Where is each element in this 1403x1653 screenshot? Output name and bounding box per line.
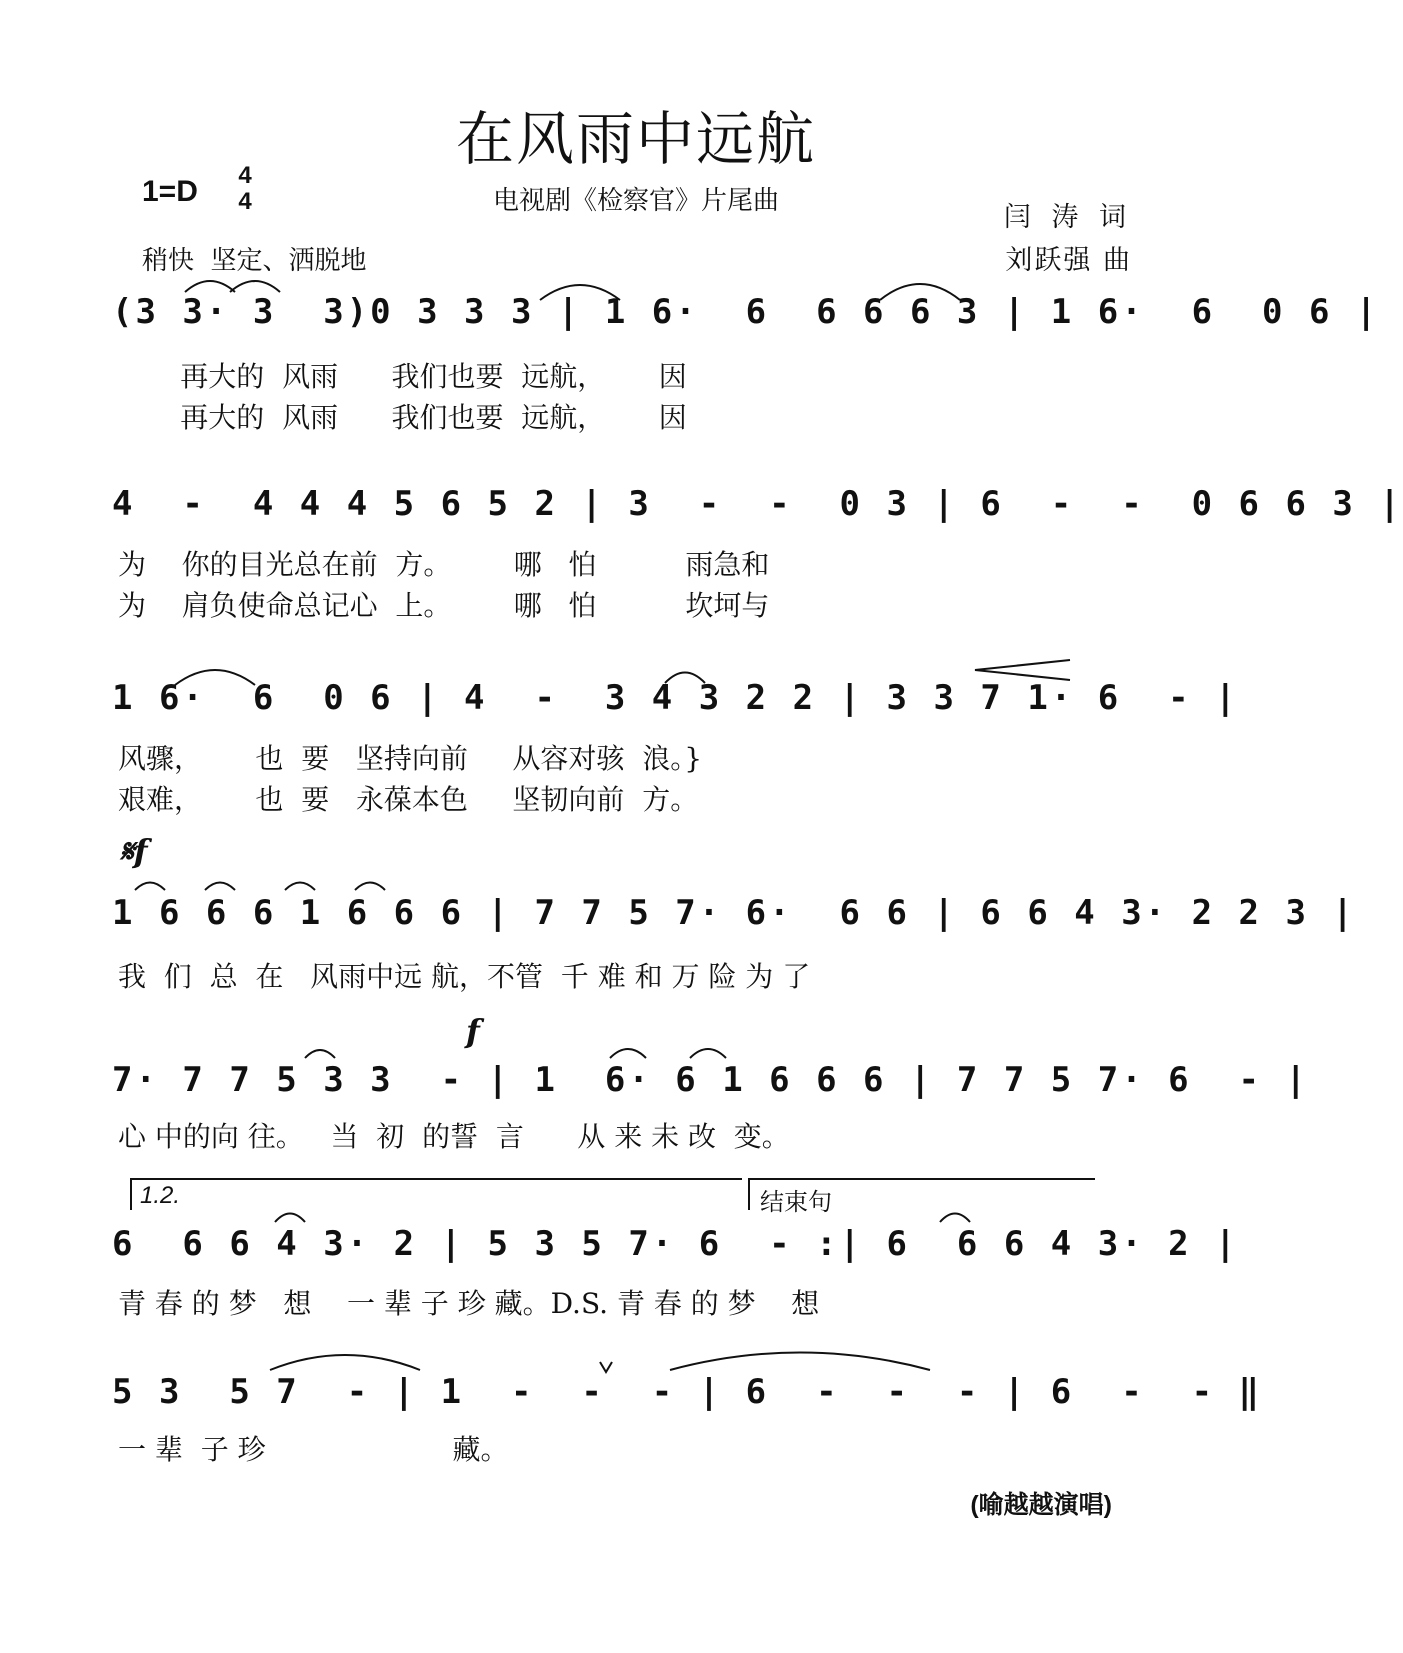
slur	[175, 670, 255, 685]
lyric-line-1-verse-2: 再大的 风雨 我们也要 远航， 因	[118, 401, 687, 434]
notation-line-4: 1 6 6 6 1 6 6 6 | 7 7 5 7· 6· 6 6 | 6 6 4 3· 2 2 3 |	[112, 893, 1356, 933]
lyric-line-6: 青 春 的 梦 想 一 辈 子 珍 藏。D.S. 青 春 的 梦 想	[118, 1287, 820, 1320]
slur	[185, 281, 235, 292]
lyric-line-1-verse-1: 再大的 风雨 我们也要 远航， 因	[118, 360, 687, 393]
notation-line-2: 4 - 4 4 4 5 6 5 2 | 3 - - 0 3 | 6 - - 0 6 6 3 |	[112, 484, 1403, 524]
slur	[270, 1355, 420, 1370]
slur	[670, 1353, 930, 1371]
slur	[285, 883, 315, 891]
notation-line-3: 1 6· 6 0 6 | 4 - 3 4 3 2 2 | 3 3 7 1· 6 - |	[112, 678, 1239, 718]
segno-forte-marking: 𝄋f	[120, 832, 148, 870]
key-signature: 1=D	[142, 175, 198, 208]
slur	[880, 284, 960, 300]
slur	[230, 281, 280, 292]
lyric-line-2-verse-1: 为 你的目光总在前 方。 哪 怕 雨急和	[118, 548, 770, 581]
slur	[940, 1214, 970, 1223]
slur	[610, 1049, 646, 1058]
lyric-line-3-verse-2: 艰难， 也 要 永葆本色 坚韧向前 方。	[118, 783, 699, 816]
notation-line-7: 5 3 5 7 - | 1 - - - | 6 - - - | 6 - - ‖	[112, 1372, 1263, 1412]
performer-credit: (喻越越演唱)	[970, 1491, 1112, 1519]
tempo-marking: 稍快 坚定、洒脱地	[142, 246, 367, 276]
slur	[305, 1050, 335, 1058]
lyric-line-4: 我 们 总 在 风雨中远 航，不管 千 难 和 万 险 为 了	[118, 960, 811, 993]
notation-line-6: 6 6 6 4 3· 2 | 5 3 5 7· 6 - :| 6 6 6 4 3· 2 |	[112, 1224, 1239, 1264]
song-subtitle: 电视剧《检察官》片尾曲	[492, 186, 779, 216]
lyricist-credit: 闫 涛 词	[1003, 202, 1132, 233]
slur	[540, 285, 620, 300]
song-title: 在风雨中远航	[455, 105, 816, 173]
notation-line-1: (3 3· 3 3)0 3 3 3 | 1 6· 6 6 6 6 3 | 1 6· 6 0 6 |	[112, 292, 1380, 332]
slur	[205, 883, 235, 891]
slur	[275, 1214, 305, 1223]
slur	[355, 883, 385, 891]
lyric-line-5: 心 中的向 往。 当 初 的誓 言 从 来 未 改 变。	[118, 1120, 790, 1153]
slur	[690, 1049, 726, 1058]
notation-line-5: 7· 7 7 5 3 3 - | 1 6· 6 1 6 6 6 | 7 7 5 7· 6 - |	[112, 1060, 1309, 1100]
lyric-line-7: 一 辈 子 珍 藏。	[118, 1433, 509, 1466]
volta-first-second-label: 1.2.	[140, 1182, 181, 1209]
crescendo-hairpin	[975, 660, 1070, 680]
composer-credit: 刘跃强 曲	[1005, 245, 1132, 276]
lyric-line-3-verse-1: 风骤， 也 要 坚持向前 从容对骇 浪。}	[118, 742, 703, 775]
slur	[135, 883, 165, 891]
time-signature-bottom: 4	[238, 188, 252, 215]
slur	[665, 673, 705, 684]
time-signature-top: 4	[238, 162, 252, 189]
breath-mark	[600, 1362, 612, 1372]
lyric-line-2-verse-2: 为 肩负使命总记心 上。 哪 怕 坎坷与	[118, 589, 770, 622]
forte-marking: f	[466, 1012, 480, 1050]
volta-ending-label: 结束句	[760, 1189, 832, 1216]
